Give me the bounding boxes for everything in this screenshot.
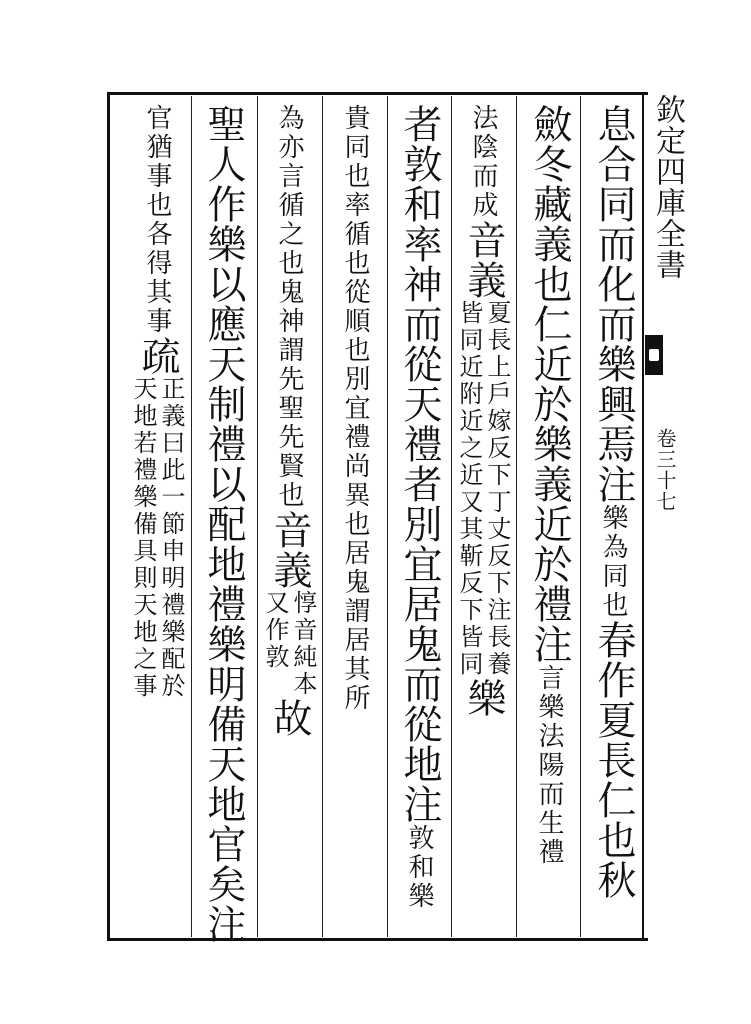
text-column xyxy=(522,104,576,934)
text-column xyxy=(262,104,316,934)
note-right-line: 夏長上戶嫁反下丁丈反下注長養 xyxy=(483,300,511,678)
text-column xyxy=(586,104,640,934)
main-text: 故 xyxy=(267,698,312,738)
double-line-note xyxy=(262,590,316,698)
fishtail-mark-icon xyxy=(645,335,663,375)
column-rule xyxy=(191,96,192,937)
book-title: 欽定四庫全書 xyxy=(650,94,685,280)
volume-number: 卷三十七 xyxy=(653,428,677,512)
note-right-line: 正義曰此一節申明禮樂配於 xyxy=(157,376,185,700)
main-text: 春作夏長仁也秋 xyxy=(591,620,636,900)
double-line-note xyxy=(130,376,184,700)
text-column xyxy=(392,104,446,934)
annotation-text: 言樂法陽而生禮 xyxy=(534,664,564,867)
annotation-text: 為亦言循之也鬼神謂先聖先賢也 xyxy=(274,104,304,510)
annotation-text: 法陰而成 xyxy=(468,104,498,220)
note-right-line: 惇音純本 xyxy=(289,590,317,698)
main-text: 樂 xyxy=(461,678,506,718)
main-text: 疏 xyxy=(135,336,180,376)
main-text: 聖人作樂以應天制禮以配地禮樂明備天地官矣注 xyxy=(201,104,246,944)
annotation-text: 樂為同也 xyxy=(598,504,628,620)
text-column xyxy=(456,104,510,934)
annotation-text: 貴同也率循也從順也別宜禮尚異也居鬼謂居其所 xyxy=(340,104,370,713)
column-rule xyxy=(257,96,258,937)
column-rule xyxy=(322,96,323,937)
main-text: 音義 xyxy=(461,220,506,300)
text-column xyxy=(130,104,184,934)
main-text: 斂冬藏義也仁近於樂義近於禮注 xyxy=(527,104,572,664)
note-left-line: 皆同近附近之近又其靳反下皆同 xyxy=(455,300,483,678)
annotation-text: 官猶事也各得其事 xyxy=(142,104,172,336)
column-rule xyxy=(451,96,452,937)
note-left-line: 又作敦 xyxy=(261,590,289,671)
column-rule xyxy=(580,96,581,937)
double-line-note xyxy=(456,300,510,678)
text-column xyxy=(328,104,382,934)
main-text: 音義 xyxy=(267,510,312,590)
text-column xyxy=(196,104,250,944)
main-text: 者敦和率神而從天禮者別宜居鬼而從地注 xyxy=(397,104,442,824)
note-left-line: 天地若禮樂備具則天地之事 xyxy=(129,376,157,700)
main-text: 息合同而化而樂興焉注 xyxy=(591,104,636,504)
column-rule xyxy=(516,96,517,937)
column-rule xyxy=(387,96,388,937)
annotation-text: 敦和樂 xyxy=(404,824,434,911)
